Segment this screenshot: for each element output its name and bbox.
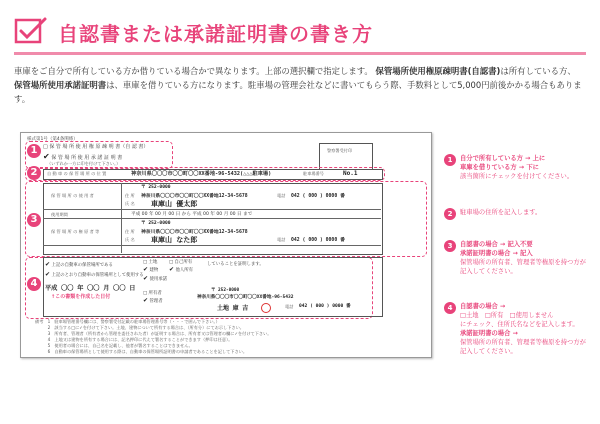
owner-tel-label: 電話: [277, 237, 286, 242]
owner-postal[interactable]: 〒 252-0000: [141, 221, 171, 226]
opt-land-label: 土地: [148, 260, 158, 265]
owner-name[interactable]: 車庫山 なた郎: [151, 236, 198, 244]
check-icon: ✔: [143, 297, 149, 304]
owner-tel[interactable]: 042 ( 000 ) 0000 番: [291, 238, 345, 243]
note-4-line2: □土地 □所有 □使用しません: [460, 312, 554, 319]
option-consent-label: 保 管 場 所 使 用 承 諾 証 明 書: [51, 155, 123, 161]
note-4: [444, 302, 594, 372]
note-2-badge: 2: [444, 208, 456, 220]
user-addr-label: 住 所: [125, 193, 135, 198]
intro-line1: 車庫をご自分で所有している方か借りている場合かで異なります。上部の選択欄で指定します。: [14, 66, 373, 76]
note-4-sub: にチェック、住所氏名などを記入します。: [460, 321, 579, 328]
cert-text-a-label: 上記の自動車の保管場所である: [51, 263, 113, 268]
intro-line2: は、車庫を借りている方になります。駐車場の管理会社などに書いてもらう際、手数料として5,000円前後かかる場合もあります。: [14, 80, 582, 104]
option-self-certify-label: 保 管 場 所 使 用 権 原 疎 明 書（自 認 書）: [49, 144, 149, 150]
cert-text-a[interactable]: [45, 261, 113, 268]
location-value[interactable]: 神奈川県〇〇〇市〇〇町〇〇XX番地-96-5432(△△△駐車場): [131, 171, 272, 177]
check-icon: ✔: [143, 275, 149, 282]
sign-name[interactable]: 土地 庫 吉: [217, 305, 249, 312]
note-1-line1: 自分で所有している方 → 上に: [460, 155, 546, 162]
section3-marker: 3: [27, 213, 41, 227]
note-1-badge: 1: [444, 154, 456, 166]
sign-postal[interactable]: 〒 252-0000: [211, 288, 240, 293]
user-name[interactable]: 車庫山 優太郎: [151, 200, 198, 208]
note-4-sub2: 保管場所の所有者、管理者等権原を持つ方が記入してください。: [460, 339, 586, 355]
page-title: 自認書または承諾証明書の書き方: [58, 22, 373, 46]
option-note: （いずれか一方に印を付けて下さい。）: [47, 161, 121, 166]
note-2-line1: 駐車場の住所を記入します。: [460, 209, 542, 216]
section2-marker: 2: [27, 166, 41, 180]
opt-building[interactable]: [143, 266, 158, 273]
cert-text-b-label: 上記のとおり自動車の保管場所として使用する: [51, 273, 144, 278]
space-number[interactable]: No.1: [343, 170, 358, 177]
seal-stamp-icon: [261, 303, 271, 313]
opt-others[interactable]: [169, 266, 193, 273]
note-2: [444, 208, 594, 222]
form-caption: 様式第1号（第4条関係）: [27, 137, 78, 142]
section1-marker: 1: [27, 144, 41, 158]
check-icon: ✔: [45, 261, 51, 268]
owner-label: 保 管 場 所 の 権 原 者 等: [51, 229, 100, 234]
opt-land[interactable]: □ 土地: [143, 260, 158, 265]
option-self-certify[interactable]: □ 保 管 場 所 使 用 権 原 疎 明 書（自 認 書）: [43, 144, 149, 150]
footnote-4: 4 上地又は建物を所有する場合には、記名押印に代えて署名することができます（押印は任意）。: [35, 337, 233, 342]
footnote-1: 備考 1 駐車場管理番号欄には、警察署受付記載の駐車場管理番号等（・・・で囲んで下さい。）: [35, 319, 220, 324]
opt-use-ok[interactable]: [143, 275, 167, 282]
note-3: [444, 240, 594, 280]
confirm-text: していることを証明します。: [207, 262, 264, 267]
doc-date[interactable]: 平成 〇〇 年 〇〇 月 〇〇 日: [45, 285, 136, 292]
user-tel-label: 電話: [277, 193, 286, 198]
intro-bold2: 保管場所使用承諾証明書: [14, 80, 107, 90]
note-4-line1: 自認書の場合 →: [460, 303, 506, 310]
option-consent[interactable]: [43, 152, 122, 161]
space-label: 駐車場番号: [303, 171, 324, 176]
note-4-badge: 4: [444, 302, 456, 314]
section4-marker: 4: [27, 277, 41, 291]
owner-name-label: 氏 名: [125, 237, 135, 242]
opt-others-label: 他人所有: [175, 268, 194, 273]
note-3-line1: 自認書の場合 → 記入不要: [460, 241, 533, 248]
row-divider: [43, 209, 381, 210]
owner-address[interactable]: 神奈川県〇〇〇市〇〇町〇〇XX番地12-34-5678: [141, 230, 248, 235]
use-period[interactable]: 平成 00 年 00 月 00 日 から 平成 00 年 00 月 00 日 まで: [131, 212, 253, 217]
user-label: 保 管 場 所 の 使 用 者: [51, 193, 94, 198]
checkbox-pencil-icon: [14, 16, 48, 46]
form-sheet: [20, 132, 432, 358]
page-header: [14, 12, 586, 52]
date-note: ↑この書類を作成した日付: [51, 294, 111, 300]
receipt-label: 警察署受付印: [327, 148, 353, 153]
opt-use-ok-label: 使用承諾: [149, 277, 168, 282]
check-icon: ✔: [169, 266, 175, 273]
check-icon: ✔: [45, 271, 51, 278]
note-3-badge: 3: [444, 240, 456, 252]
period-label: 使用期間: [51, 212, 68, 217]
owner-addr-label: 住 所: [125, 229, 135, 234]
footnote-3: 3 所有者、管理者（所有者から管理を委任された者）が証明する場合は、所有者又は管理者の欄に✓を付けて下さい。: [35, 331, 272, 336]
user-address[interactable]: 神奈川県〇〇〇市〇〇町〇〇XX番地12-34-5678: [141, 194, 248, 199]
opt-owner-label: 所有者: [148, 291, 162, 296]
row-divider: [43, 218, 381, 219]
footnote-6: 6 自動車の保管場所として使用する際は、自動車の保管場所証明書の申請者であることを記して下さい。: [35, 349, 248, 354]
note-3-line2: 承諾証明書の場合 → 記入: [460, 250, 533, 257]
user-name-label: 氏 名: [125, 201, 135, 206]
opt-building-label: 建物: [149, 268, 159, 273]
check-icon: ✔: [43, 152, 50, 161]
col-divider: [121, 183, 122, 253]
note-1: [444, 154, 594, 194]
cert-text-b[interactable]: [45, 271, 144, 278]
opt-manager[interactable]: [143, 297, 163, 304]
user-postal[interactable]: 〒 252-0000: [141, 185, 171, 190]
opt-manager-label: 管理者: [149, 299, 163, 304]
opt-self-label: 自己所有: [174, 260, 193, 265]
sign-tel[interactable]: 042 ( 000 ) 0000 番: [299, 304, 351, 309]
intro-line1c: は所有している方、: [500, 66, 576, 76]
check-icon: ✔: [143, 266, 149, 273]
header-divider: [14, 52, 586, 55]
intro-text: [14, 64, 590, 106]
location-label: 自 動 車 の 保 管 場 所 の 位 置: [47, 171, 107, 176]
note-1-line2: 車庫を借りている方 → 下に: [460, 164, 539, 171]
sign-tel-label: 電話: [285, 304, 294, 309]
opt-self[interactable]: □ 自己所有: [169, 260, 193, 265]
sign-address[interactable]: 神奈川県〇〇〇市〇〇町〇〇XX番地-96-5432: [197, 295, 294, 300]
opt-owner[interactable]: □ 所有者: [143, 291, 162, 296]
user-tel[interactable]: 042 ( 000 ) 0000 番: [291, 194, 345, 199]
intro-bold1: 保管場所使用権原疎明書(自認書): [375, 66, 501, 76]
row-divider: [43, 245, 381, 246]
note-3-sub: 保管場所の所有者、管理者等権原を持つ方が記入してください。: [460, 259, 586, 275]
footnote-5: 5 使用者の場合には、自己名を記載し、他者が署名することはできません。: [35, 343, 193, 348]
footnote-2: 2 該当する□に✓を付けて下さい。土地、建物について所有する場合は、（所有分）にてお示し下さい。: [35, 325, 244, 330]
note-4-line3: 承諾証明書の場合 →: [460, 330, 518, 337]
note-1-sub: 該当箇所にチェックを付けてください。: [460, 173, 574, 180]
